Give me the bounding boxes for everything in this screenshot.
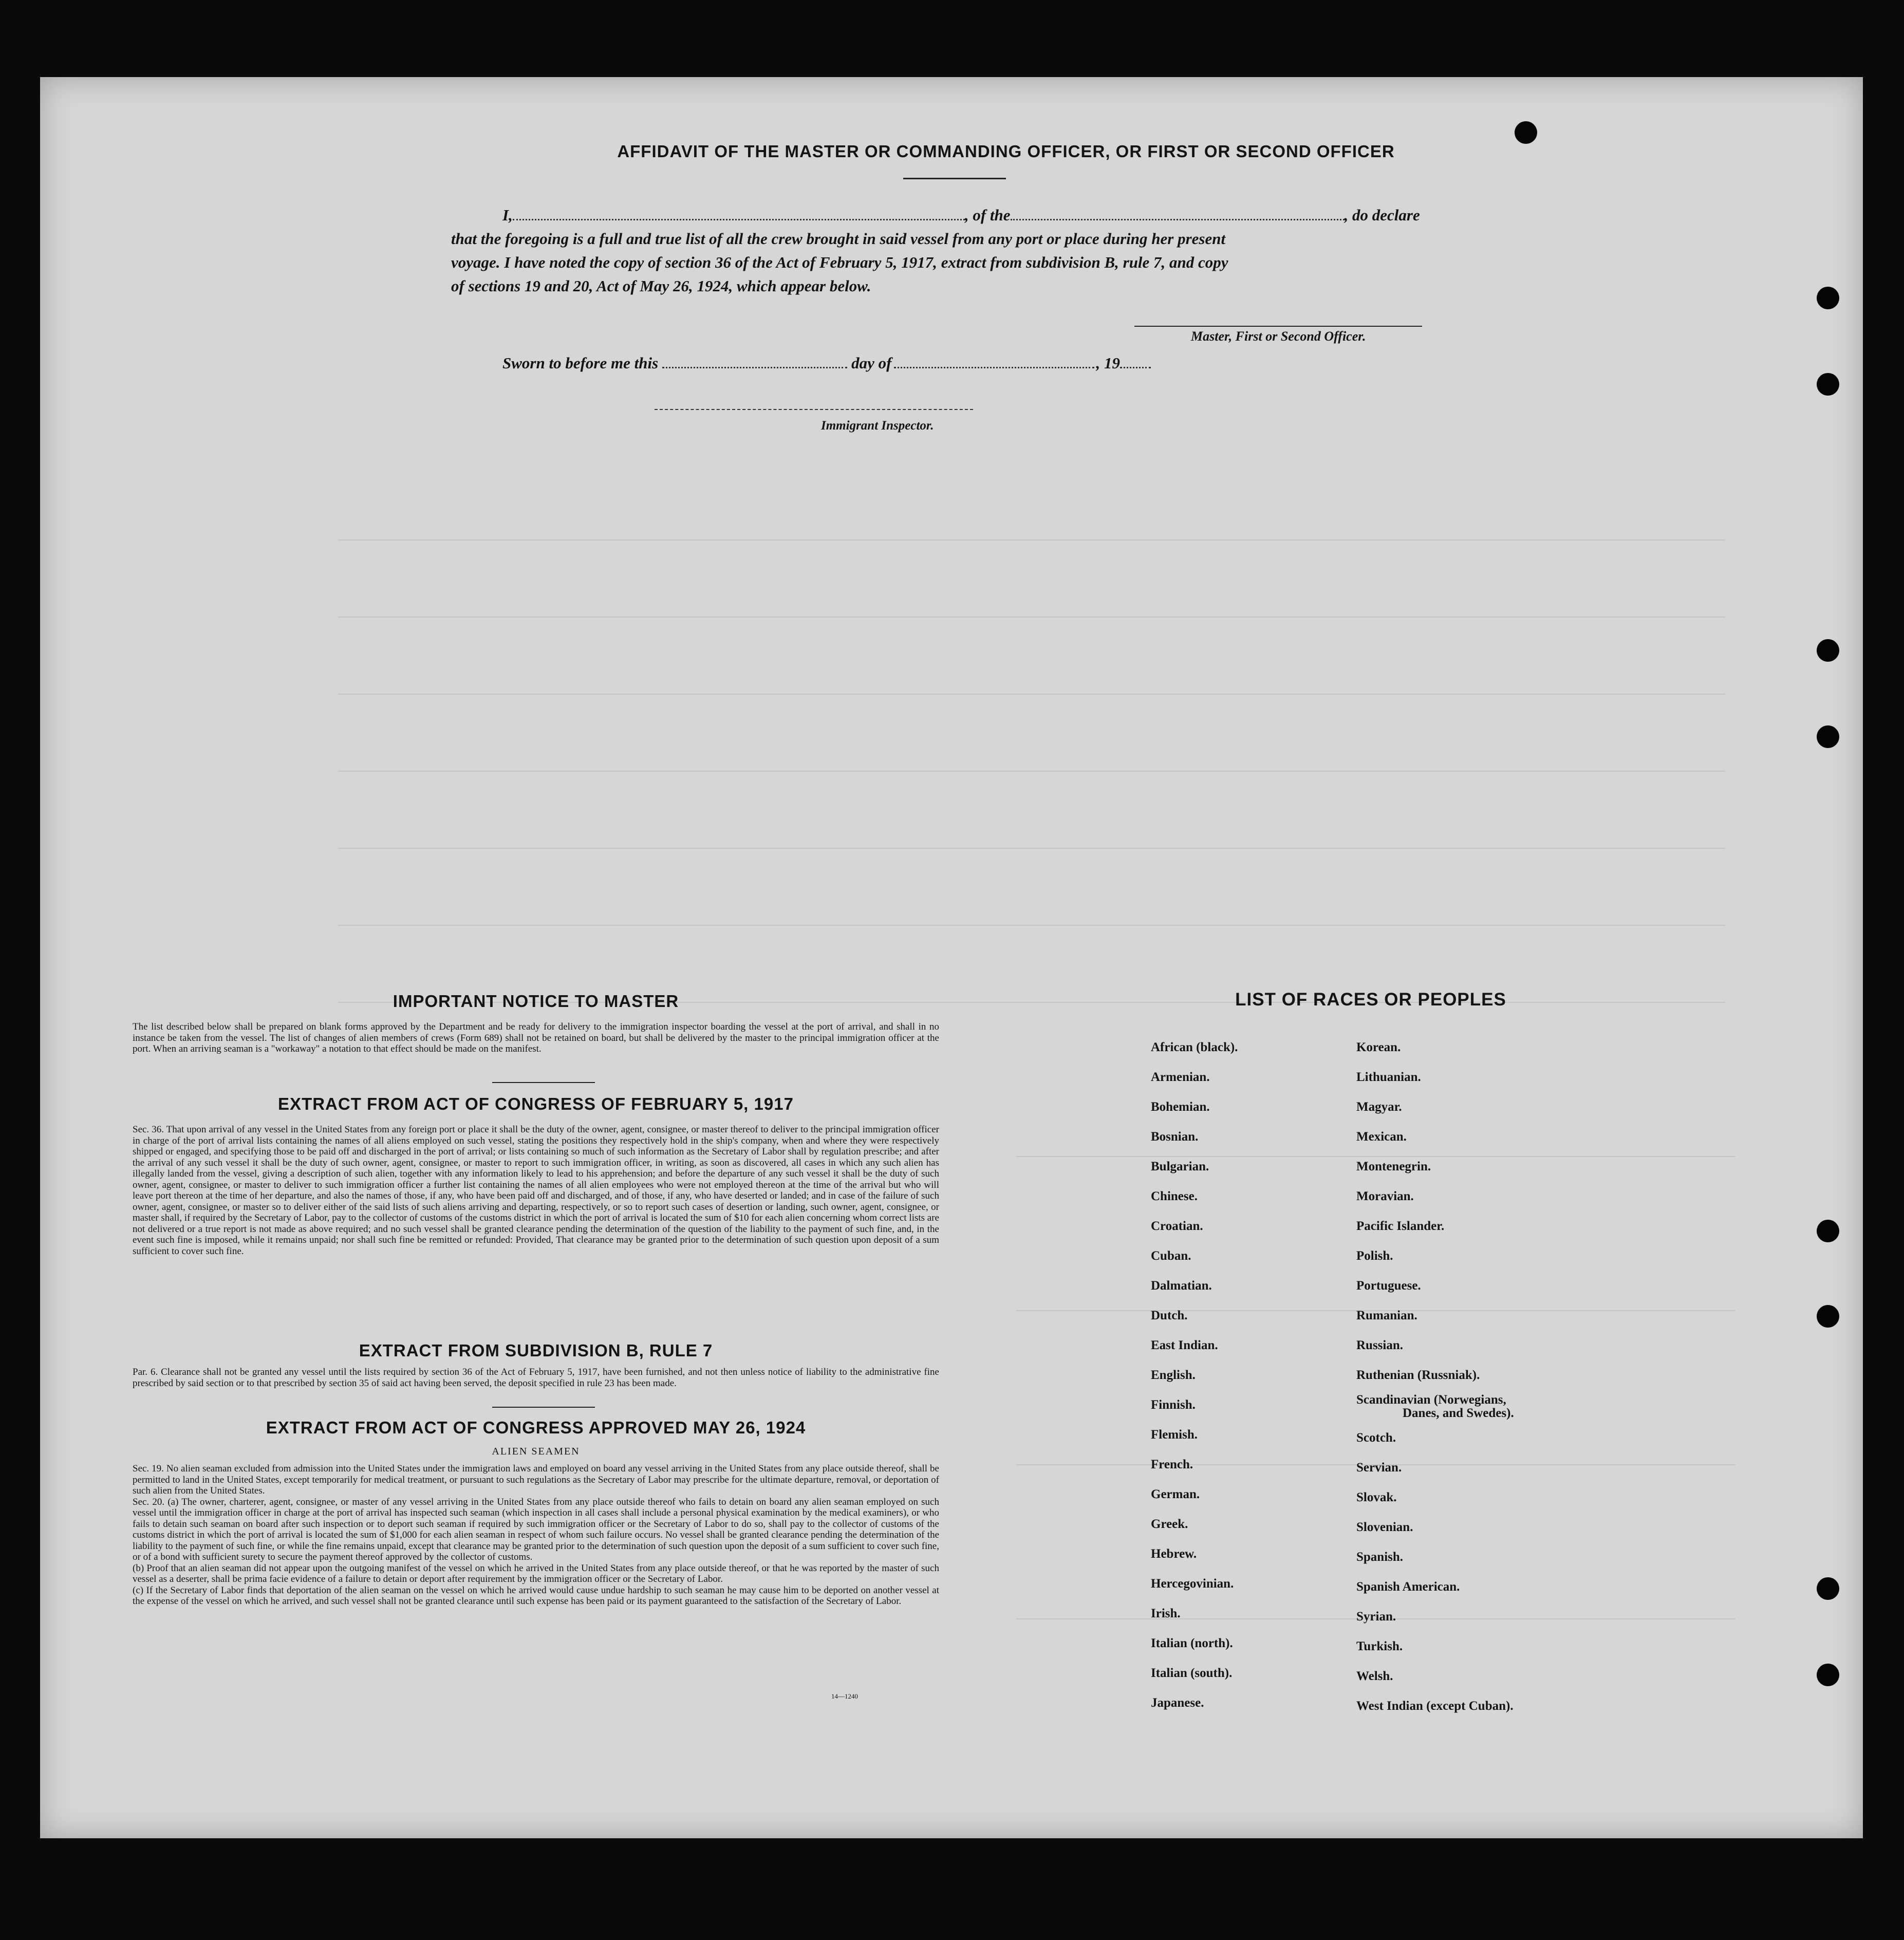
race-item: Pacific Islander. bbox=[1356, 1219, 1445, 1233]
punch-hole bbox=[1817, 1577, 1839, 1600]
race-item: Dalmatian. bbox=[1151, 1279, 1212, 1293]
race-item: Mexican. bbox=[1356, 1130, 1407, 1144]
affidavit-body bbox=[451, 203, 1509, 298]
race-item: Japanese. bbox=[1151, 1696, 1204, 1710]
punch-hole bbox=[1817, 1664, 1839, 1686]
race-item-continuation: Danes, and Swedes). bbox=[1403, 1406, 1514, 1420]
race-item: Hebrew. bbox=[1151, 1547, 1197, 1561]
master-name-blank bbox=[513, 219, 965, 220]
sec-19-text: Sec. 19. No alien seaman excluded from admission into the United States under the immigration laws and employed on board any vessel arriving in the United States from any place outside thereof, shall be permitted to land in the United States, except temporarily for medical treatment, or pursuant to such regulations as the Secretary of Labor may prescribe for the ultimate departure, removal, or deportation of such alien from the United States. bbox=[133, 1463, 939, 1496]
race-item: Spanish. bbox=[1356, 1550, 1404, 1564]
race-item: Armenian. bbox=[1151, 1070, 1210, 1084]
sec-20a-text: Sec. 20. (a) The owner, charterer, agent, consignee, or master of any vessel arriving in the United States from any place outside thereof who fails to detain on board any alien seaman employed on such vessel until the immigration officer in charge at the port of arrival has inspected such seaman (which inspection in all cases shall include a personal physical examination by the medical examiners), or who fails to detain such seaman on board after such inspection or to deport such seaman if required by such immigration officer or the Secretary of Labor to do so, shall pay to the collector of customs of the customs district in which the port of arrival is located the sum of $1,000 for each alien seaman in respect of whom such failure occurs. No vessel shall be granted clearance pending the determination of the liability to the payment of such fine, or while the fine remains unpaid, except that clearance may be granted prior to the determination of such question upon the deposit of a sum sufficient to cover such fine, or of a bond with sufficient surety to secure the payment thereof approved by the collector of customs. bbox=[133, 1496, 939, 1562]
affidavit-do-declare: , do declare bbox=[1344, 206, 1420, 224]
race-item: Hercegovinian. bbox=[1151, 1577, 1234, 1591]
affidavit-i-label: I, bbox=[502, 206, 513, 224]
extract-rule7-text: Par. 6. Clearance shall not be granted any vessel until the lists required by section 36 of the Act of February 5, 1917, have been furnished, and not then unless notice of liability to the administrative fine prescribed by said section or to that prescribed by section 35 of said act having been served, the deposit specified in rule 23 has been made. bbox=[133, 1367, 939, 1389]
race-item: Croatian. bbox=[1151, 1219, 1203, 1233]
race-item: Scandinavian (Norwegians, bbox=[1356, 1393, 1506, 1407]
extract-1917-title: EXTRACT FROM ACT OF CONGRESS OF FEBRUARY 5, 1917 bbox=[278, 1094, 794, 1113]
inspector-label: Immigrant Inspector. bbox=[821, 419, 934, 433]
punch-hole bbox=[1817, 1220, 1839, 1242]
notice-title: IMPORTANT NOTICE TO MASTER bbox=[393, 992, 679, 1011]
race-item: Ruthenian (Russniak). bbox=[1356, 1368, 1480, 1382]
race-item-scandinavian bbox=[1356, 1390, 1514, 1423]
race-item: Korean. bbox=[1356, 1040, 1401, 1054]
punch-hole bbox=[1817, 1305, 1839, 1328]
race-item: Dutch. bbox=[1151, 1309, 1188, 1322]
race-item: West Indian (except Cuban). bbox=[1356, 1699, 1514, 1713]
race-item: Chinese. bbox=[1151, 1189, 1198, 1203]
affidavit-title: AFFIDAVIT OF THE MASTER OR COMMANDING OFFICER, OR FIRST OR SECOND OFFICER bbox=[617, 142, 1395, 161]
race-item: Russian. bbox=[1356, 1338, 1404, 1352]
race-item: Welsh. bbox=[1356, 1669, 1393, 1683]
title-underline bbox=[903, 178, 1006, 179]
punch-hole bbox=[1515, 121, 1537, 144]
sworn-month-blank bbox=[894, 367, 1094, 368]
race-item: Italian (south). bbox=[1151, 1666, 1233, 1680]
race-item: Scotch. bbox=[1356, 1431, 1396, 1445]
notice-divider bbox=[492, 1082, 595, 1083]
form-number: 14—1240 bbox=[831, 1692, 858, 1700]
race-item: Montenegrin. bbox=[1356, 1160, 1431, 1173]
race-item: Magyar. bbox=[1356, 1100, 1402, 1114]
race-item: East Indian. bbox=[1151, 1338, 1218, 1352]
race-item: Finnish. bbox=[1151, 1398, 1196, 1412]
race-item: Irish. bbox=[1151, 1607, 1181, 1620]
affidavit-line-4: of sections 19 and 20, Act of May 26, 1924, which appear below. bbox=[451, 277, 871, 295]
race-item: Slovenian. bbox=[1356, 1520, 1413, 1534]
year-prefix: , 19 bbox=[1096, 354, 1120, 372]
punch-hole bbox=[1817, 725, 1839, 748]
punch-hole bbox=[1817, 639, 1839, 662]
document-page bbox=[40, 77, 1863, 1838]
race-item: Spanish American. bbox=[1356, 1580, 1460, 1594]
race-item: French. bbox=[1151, 1458, 1193, 1471]
affidavit-line-2: that the foregoing is a full and true list of all the crew brought in said vessel from any port or place during her present bbox=[451, 230, 1226, 248]
rule7-divider bbox=[492, 1407, 595, 1408]
race-item: Flemish. bbox=[1151, 1428, 1198, 1442]
race-item: Polish. bbox=[1356, 1249, 1393, 1263]
extract-1917-text: Sec. 36. That upon arrival of any vessel in the United States from any foreign port or place it shall be the duty of the owner, agent, consignee, or master thereof to deliver to the principal immigration officer in charge of the port of arrival lists containing the names of all aliens employed on such vessel, stating the positions they respectively hold in the ship's company, when and where they were respectively shipped or engaged, and specifying those to be paid off and discharged in the port of arrival; or lists containing so much of such information as the Secretary of Labor shall by regulation prescribe; and after the arrival of any such vessel it shall be the duty of such owner, agent, consignee, or master to report to such immigration officer, in writing, as soon as discovered, all cases in which any such alien has illegally landed from the vessel, giving a description of such alien, together with any information likely to lead to his apprehension; and before the departure of any such vessel it shall be the duty of such owner, agent, consignee, or master to deliver to such immigration officer a further list containing the names of all alien employees who were not employed thereon at the time of the arrival but who will leave port thereon at the time of her departure, and also the names of those, if any, who have been paid off and discharged, and of those, if any, who have deserted or landed; and in case of the failure of such owner, agent, consignee, or master so to deliver either of the said lists of such aliens arriving and departing, respectively, or so to report such cases of desertion or landing, such owner, agent, consignee, or master shall, if required by the Secretary of Labor, pay to the collector of customs of the customs district in which the port of arrival is located the sum of $10 for each alien concerning whom correct lists are not delivered or a true report is not made as above required; and no such vessel shall be granted clearance pending the determination of the question of the liability to the payment of such fine, and, in the event such fine is imposed, while it remains unpaid; nor shall such fine be remitted or refunded: Provided, That clearance may be granted prior to the determination of such question upon deposit of a sum sufficient to cover such fine. bbox=[133, 1124, 939, 1257]
punch-hole bbox=[1817, 373, 1839, 396]
race-item: Bohemian. bbox=[1151, 1100, 1210, 1114]
sec-20c-text: (c) If the Secretary of Labor finds that deportation of the alien seaman on the vessel on which he arrived would cause undue hardship to such seaman he may cause him to be deported on another vessel at the expense of the vessel on which he arrived, and such vessel shall not be granted clearance until such expense has been paid or its payment guaranteed to the satisfaction of the Secretary of Labor. bbox=[133, 1584, 939, 1607]
inspector-line bbox=[655, 409, 973, 410]
extract-rule7-title: EXTRACT FROM SUBDIVISION B, RULE 7 bbox=[359, 1341, 713, 1360]
signature-line bbox=[1134, 326, 1422, 327]
alien-seamen-subtitle: ALIEN SEAMEN bbox=[492, 1446, 580, 1457]
race-item: Turkish. bbox=[1356, 1639, 1403, 1653]
punch-hole bbox=[1817, 287, 1839, 309]
race-item: Syrian. bbox=[1356, 1610, 1396, 1624]
race-item: Lithuanian. bbox=[1356, 1070, 1421, 1084]
sec-20b-text: (b) Proof that an alien seaman did not appear upon the outgoing manifest of the vessel on which he arrived in the United States from any place outside thereof, or that he was reported by the master of such vessel as a deserter, shall be prima facie evidence of a failure to detain or deport after requirement by the immigration officer or the Secretary of Labor. bbox=[133, 1562, 939, 1584]
sworn-line bbox=[502, 351, 1324, 375]
race-item: Rumanian. bbox=[1356, 1309, 1417, 1322]
race-item: Greek. bbox=[1151, 1517, 1188, 1531]
races-left-column bbox=[1151, 1033, 1238, 1718]
race-item: Slovak. bbox=[1356, 1490, 1397, 1504]
race-item: English. bbox=[1151, 1368, 1196, 1382]
race-item: Portuguese. bbox=[1356, 1279, 1421, 1293]
races-title: LIST OF RACES OR PEOPLES bbox=[1235, 990, 1506, 1010]
race-item: German. bbox=[1151, 1487, 1200, 1501]
affidavit-line-3: voyage. I have noted the copy of section 36 of the Act of February 5, 1917, extract from subdivision B, rule 7, and copy bbox=[451, 253, 1228, 271]
sworn-day-blank bbox=[662, 367, 847, 368]
extract-1924-body bbox=[133, 1463, 939, 1607]
race-item: Servian. bbox=[1356, 1461, 1402, 1475]
race-item: Bosnian. bbox=[1151, 1130, 1199, 1144]
vessel-name-blank bbox=[1011, 219, 1345, 220]
day-of-label: day of bbox=[851, 354, 892, 372]
race-item: African (black). bbox=[1151, 1040, 1238, 1054]
race-item: Bulgarian. bbox=[1151, 1160, 1209, 1173]
sworn-label: Sworn to before me this bbox=[502, 354, 659, 372]
race-item: Moravian. bbox=[1356, 1189, 1414, 1203]
race-item: Cuban. bbox=[1151, 1249, 1191, 1263]
notice-text: The list described below shall be prepared on blank forms approved by the Department and be ready for delivery to the immigration inspector boarding the vessel at the port of arrival, and shall in no instance be taken from the vessel. The list of changes of alien members of crews (Form 689) shall not be retained on board, but shall be delivered by the master to the principal immigration officer at the port. When an arriving seaman is a "workaway" a notation to that effect should be made on the manifest. bbox=[133, 1021, 939, 1054]
sworn-year-blank bbox=[1120, 367, 1151, 368]
race-item: Italian (north). bbox=[1151, 1636, 1233, 1650]
affidavit-of-the: , of the bbox=[964, 206, 1011, 224]
races-right-column bbox=[1356, 1033, 1514, 1721]
extract-1924-title: EXTRACT FROM ACT OF CONGRESS APPROVED MAY 26, 1924 bbox=[266, 1418, 806, 1437]
signature-label: Master, First or Second Officer. bbox=[1191, 329, 1366, 344]
